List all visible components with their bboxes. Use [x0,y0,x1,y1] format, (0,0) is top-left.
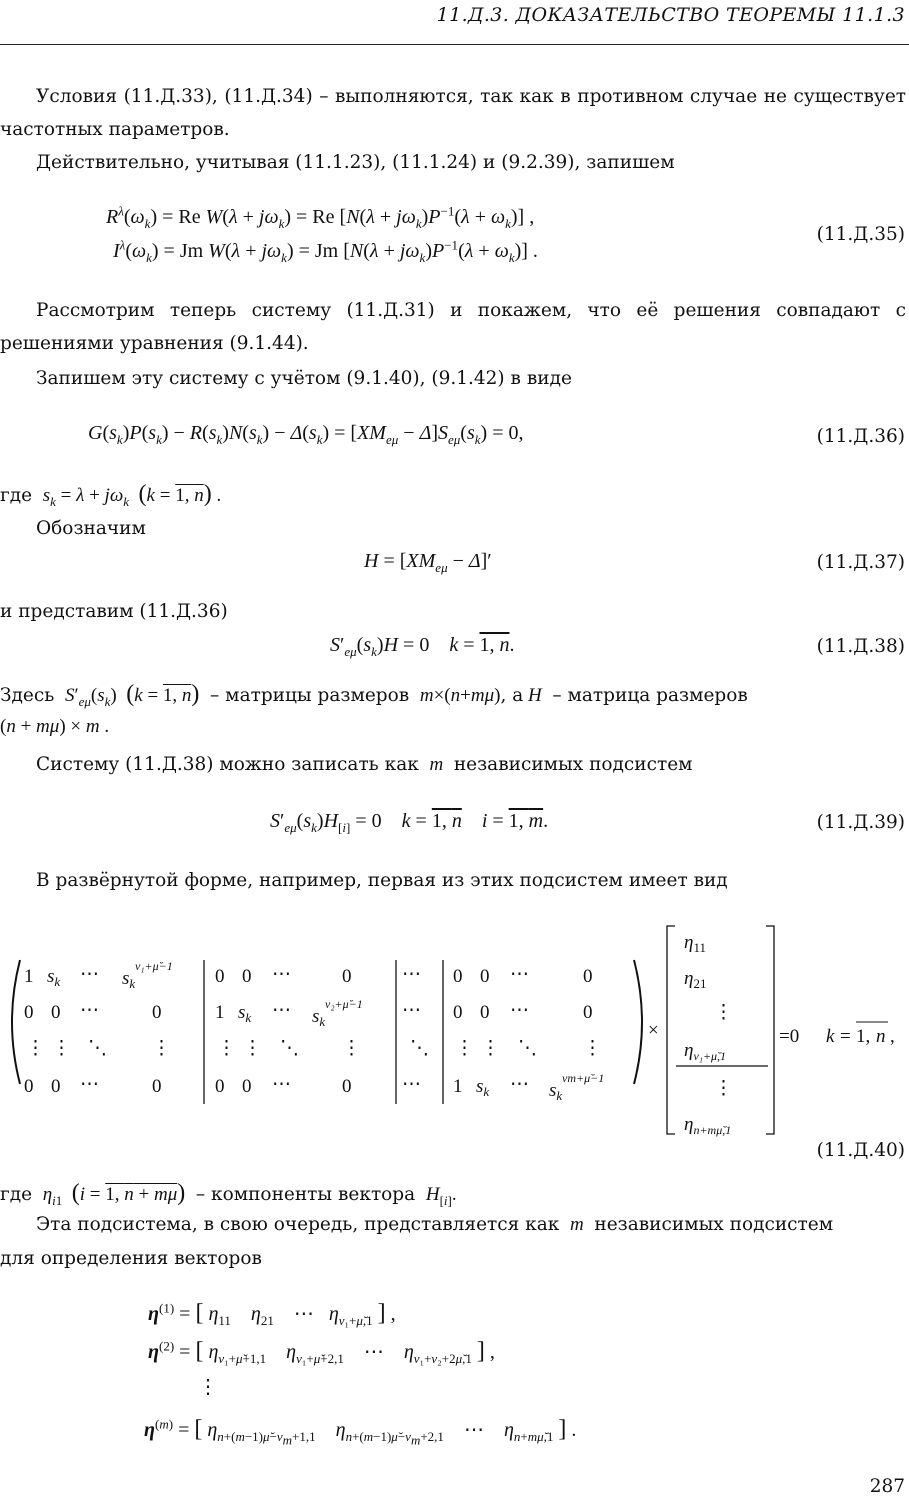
svg-text:⋮: ⋮ [152,1038,171,1059]
svg-text:⋮: ⋮ [52,1038,71,1059]
here-line: Здесь $S'_{e\mu}(s_k) (k = 1$, n) – матрицы размеров m×(n+mμ), а H – матрица размеров [0,681,748,709]
equation-37: $H = [XM_{e\mu} - \Delta]'$ [364,550,492,575]
svg-text:⋯: ⋯ [402,1000,421,1021]
svg-text:=: = [840,1026,851,1047]
equation-number-36: (11.Д.36) [816,426,905,447]
svg-text:sk: $s_k$ [47,966,61,989]
eta-vdots: ⋮ [198,1376,218,1398]
svg-text:⋯: ⋯ [80,1074,99,1095]
svg-text:⋯: ⋯ [402,1074,421,1095]
expanded-form-line: В развёрнутой форме, например, первая из этих подсистем имеет вид [36,870,728,891]
denote-word: Обозначим [36,518,146,539]
svg-text:⋮: ⋮ [243,1038,262,1059]
svg-text:0: 0 [480,1002,490,1023]
svg-text:0: 0 [152,1002,162,1023]
svg-text:1,: 1, [856,1026,871,1047]
svg-text:0: 0 [583,1002,593,1023]
svg-text:0: 0 [24,1076,34,1097]
svg-text:⋯: ⋯ [402,964,421,985]
where-word-2: где [0,1184,33,1205]
svg-text:0: 0 [51,1002,61,1023]
svg-text:sk: $s_k$ [476,1076,490,1099]
svg-text:0: 0 [583,966,593,987]
svg-text:⋮: ⋮ [342,1038,361,1059]
paragraph-consider: Рассмотрим теперь систему (11.Д.31) и покажем, что её решения совпадают с решениями уравнения (9.1.44). [0,300,906,354]
paragraph-conditions: Условия (11.Д.33), (11.Д.34) – выполняются, так как в противном случае не существует частотных параметров. [0,86,906,140]
page-number: 287 [869,1476,905,1497]
svg-text:0: 0 [152,1076,162,1097]
svg-text:sk: $s_k$ [238,1002,252,1025]
svg-text:⋮: ⋮ [714,1002,733,1023]
system-text: Систему (11.Д.38) можно записать как [36,754,419,775]
header-title: 11.Д.3. ДОКАЗАТЕЛЬСТВО ТЕОРЕМЫ 11.1.3 [436,4,905,26]
svg-text:⋮: ⋮ [217,1038,236,1059]
svg-text:0: 0 [24,1002,34,1023]
svg-text:ν₁+μ̆−1: ν₁+μ̆−1 [135,959,173,973]
svg-text:⋮: ⋮ [455,1038,474,1059]
equation-35-line1: $R^\lambda(\omega_k) = Re$ $W(\lambda + j\omega_k) = Re$ $[N(\lambda + j\omega_k)P^{-1}(\lambda + \omega_k)]$ , [106,203,535,231]
svg-text:⋯: ⋯ [272,1074,291,1095]
svg-text:1: 1 [215,1002,225,1023]
svg-text:⋮: ⋮ [26,1038,45,1059]
subsystem-tail: независимых подсистем [594,1214,834,1235]
components-text: – компоненты вектора [195,1184,416,1205]
svg-text:1: 1 [24,966,34,987]
svg-text:0: 0 [215,966,225,987]
svg-text:1: 1 [453,1076,463,1097]
equation-39: $S'_{e\mu}(s_k)H_{[i]} = 0$ k = 1, n i = 1, m. [270,810,549,835]
svg-text:0: 0 [453,1002,463,1023]
where-eta-line: где $\eta_{i1}$ (i = 1, n + mμ) – компоненты вектора $H_{[i]}$. [0,1180,457,1208]
svg-text:=0: =0 [779,1026,800,1047]
here-tail: – матрица размеров [552,685,748,706]
size-expression: (n + mμ) × m . [0,716,110,737]
where-sk-line: где $s_k = \lambda + j\omega_k$ (k = 1, n) . [0,481,222,509]
svg-text:0: 0 [242,1076,252,1097]
svg-text:ην₁+μ̆,1: $\eta_{\nu_1+\mŭ,1}$ [684,1040,727,1063]
svg-text:⋮: ⋮ [714,1078,733,1099]
subsystem-line: Эта подсистема, в свою очередь, представляется как m независимых подсистем [36,1214,834,1235]
svg-text:0: 0 [51,1076,61,1097]
equation-36: $G(s_k)P(s_k) - R(s_k)N(s_k) - \Delta(s_k) = [XM_{e\mu} - \Delta]S_{e\mu}(s_k) = 0$, [88,422,524,447]
eta-vector-2: $\eta^{(2)}$ = [ $\eta_{\nu_1+\mŭ+1,1}$ $\eta_{\nu_1+\mŭ+2,1}$ ⋯ $\eta_{\nu_1+\nu_2+2\mŭ,1}$ ] , [148,1338,495,1366]
equation-number-38: (11.Д.38) [816,636,905,657]
svg-text:⋯: ⋯ [510,964,529,985]
here-label: Здесь [0,685,55,706]
system-tail: независимых подсистем [453,754,693,775]
equation-38: $S'_{e\mu}(s_k)H = 0$ k = 1, n. [330,634,515,659]
svg-text:n: n [876,1026,886,1047]
svg-text:νm+μ̆−1: νm+μ̆−1 [562,1071,605,1085]
svg-text:⋯: ⋯ [510,1074,529,1095]
here-mid: – матрицы размеров [210,685,410,706]
represent-line: и представим (11.Д.36) [0,601,228,622]
eta-vector-1: $\eta^{(1)}$ = [ $\eta_{11}$ $\eta_{21}$ ⋯ $\eta_{\nu_1+\mŭ,1}$ ] , [148,1300,396,1328]
svg-text:sk: $s_k$ [312,1006,326,1029]
svg-text:×: × [648,1020,659,1041]
svg-text:⋱: ⋱ [410,1038,429,1059]
equation-number-40: (11.Д.40) [816,1140,905,1161]
svg-text:⋯: ⋯ [272,964,291,985]
svg-text:sk: $s_k$ [122,968,136,991]
svg-text:⋮: ⋮ [583,1038,602,1059]
svg-text:,: , [890,1026,895,1047]
vectors-line: для определения векторов [0,1248,262,1269]
svg-text:0: 0 [215,1076,225,1097]
svg-text:0: 0 [342,966,352,987]
equation-number-39: (11.Д.39) [816,812,905,833]
equation-number-37: (11.Д.37) [816,552,905,573]
svg-text:⋯: ⋯ [80,1000,99,1021]
system-line: Систему (11.Д.38) можно записать как m независимых подсистем [36,754,693,775]
svg-text:ηn+mμ̆,1: $\eta_{n+m\mŭ,1}$ [684,1114,732,1137]
svg-text:⋱: ⋱ [280,1038,299,1059]
svg-text:⋮: ⋮ [481,1038,500,1059]
svg-text:0: 0 [342,1076,352,1097]
svg-text:⋱: ⋱ [518,1038,537,1059]
svg-text:η11: $\eta_{11}$ [684,932,706,955]
where-word: где [0,485,33,506]
paragraph-indeed: Действительно, учитывая (11.1.23), (11.1.24) и (9.2.39), запишем [36,152,675,173]
svg-text:⋯: ⋯ [510,1000,529,1021]
svg-text:sk: $s_k$ [549,1080,563,1103]
svg-text:k: k [826,1026,835,1047]
matrix-equation-40 [0,918,909,1140]
svg-text:0: 0 [242,966,252,987]
equation-35-line2: $I^\lambda(\omega_k) = Jm$ $W(\lambda + j\omega_k) = Jm$ $[N(\lambda + j\omega_k)P^{-1}(\lambda + \omega_k)]$ . [113,237,538,265]
svg-text:⋯: ⋯ [80,964,99,985]
running-header [0,0,909,45]
paragraph-write: Запишем эту систему с учётом (9.1.40), (9.1.42) в виде [36,368,572,389]
here-a: , а [500,685,524,706]
subsystem-text: Эта подсистема, в свою очередь, представляется как [36,1214,560,1235]
svg-text:0: 0 [480,966,490,987]
svg-text:⋱: ⋱ [88,1038,107,1059]
svg-text:ν₂+μ̆−1: ν₂+μ̆−1 [325,997,363,1011]
svg-text:⋯: ⋯ [272,1000,291,1021]
eta-vector-m: $\eta^{(m)}$ = [ $\eta_{n+(m-1)\mŭ-\nu_m+1,1}$ $\eta_{n+(m-1)\mŭ-\nu_m+2,1}$ ⋯ $\eta_{n+m\mŭ,1}$ ] . [144,1416,577,1448]
svg-text:0: 0 [453,966,463,987]
equation-number-35: (11.Д.35) [816,224,905,245]
svg-text:η21: $\eta_{21}$ [684,968,707,991]
